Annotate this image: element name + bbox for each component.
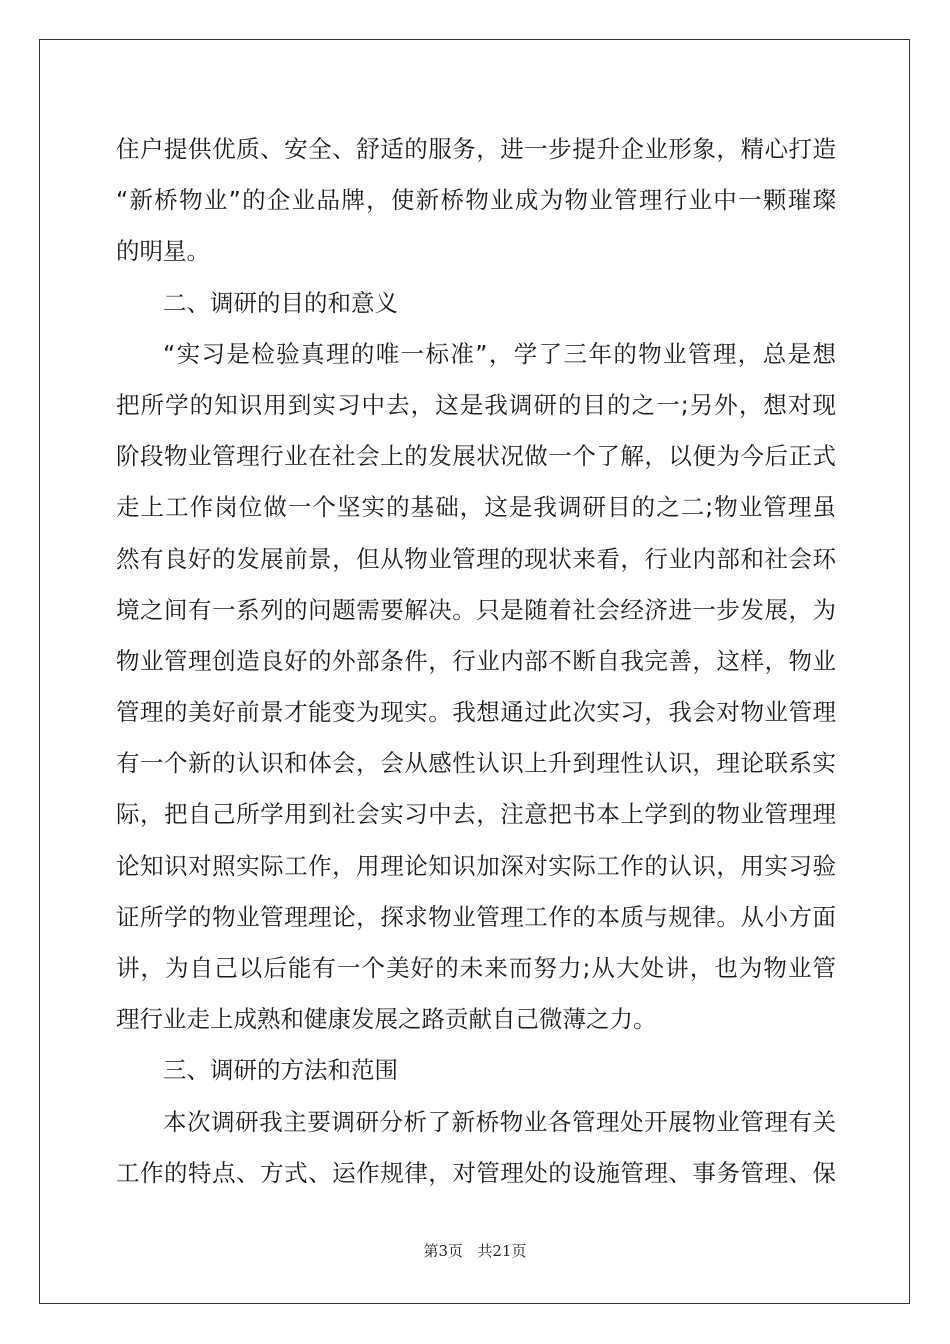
section-heading: 三、调研的方法和范围 <box>163 1056 398 1085</box>
text-line: 然有良好的发展前景，但从物业管理的现状来看，行业内部和社会环 <box>116 544 836 573</box>
text-line: 物业管理创造良好的外部条件，行业内部不断自我完善，这样，物业 <box>116 646 836 675</box>
text-line: 有一个新的认识和体会，会从感性认识上升到理性认识，理论联系实 <box>116 749 836 778</box>
text-line: “实习是检验真理的唯一标准”，学了三年的物业管理，总是想 <box>163 339 836 368</box>
text-line: 的明星。 <box>116 237 210 266</box>
page-total: 共21页 <box>477 1242 527 1260</box>
text-line: 阶段物业管理行业在社会上的发展状况做一个了解，以便为今后正式 <box>116 442 836 471</box>
text-line: 境之间有一系列的问题需要解决。只是随着社会经济进一步发展，为 <box>116 595 836 624</box>
page-footer <box>0 1240 950 1261</box>
page-number: 第3页 <box>423 1242 464 1260</box>
text-line: 论知识对照实际工作，用理论知识加深对实际工作的认识，用实习验 <box>116 851 836 880</box>
text-line: 际，把自己所学用到社会实习中去，注意把书本上学到的物业管理理 <box>116 800 836 829</box>
text-line: 住户提供优质、安全、舒适的服务，进一步提升企业形象，精心打造 <box>116 135 836 163</box>
section-heading: 二、调研的目的和意义 <box>163 288 398 317</box>
text-line: 把所学的知识用到实习中去，这是我调研的目的之一;另外，想对现 <box>116 390 836 419</box>
text-line: 理行业走上成熟和健康发展之路贡献自己微薄之力。 <box>116 1005 657 1034</box>
text-line: “新桥物业”的企业品牌，使新桥物业成为物业管理行业中一颗璀璨 <box>116 186 836 215</box>
text-line: 证所学的物业管理理论，探求物业管理工作的本质与规律。从小方面 <box>116 902 836 931</box>
text-line: 管理的美好前景才能变为现实。我想通过此次实习，我会对物业管理 <box>116 698 836 727</box>
text-line: 讲，为自己以后能有一个美好的未来而努力;从大处讲，也为物业管 <box>116 954 836 982</box>
text-line: 走上工作岗位做一个坚实的基础，这是我调研目的之二;物业管理虽 <box>116 493 836 522</box>
document-body <box>116 124 836 1199</box>
text-line: 工作的特点、方式、运作规律，对管理处的设施管理、事务管理、保 <box>116 1158 836 1187</box>
text-line: 本次调研我主要调研分析了新桥物业各管理处开展物业管理有关 <box>163 1107 836 1136</box>
